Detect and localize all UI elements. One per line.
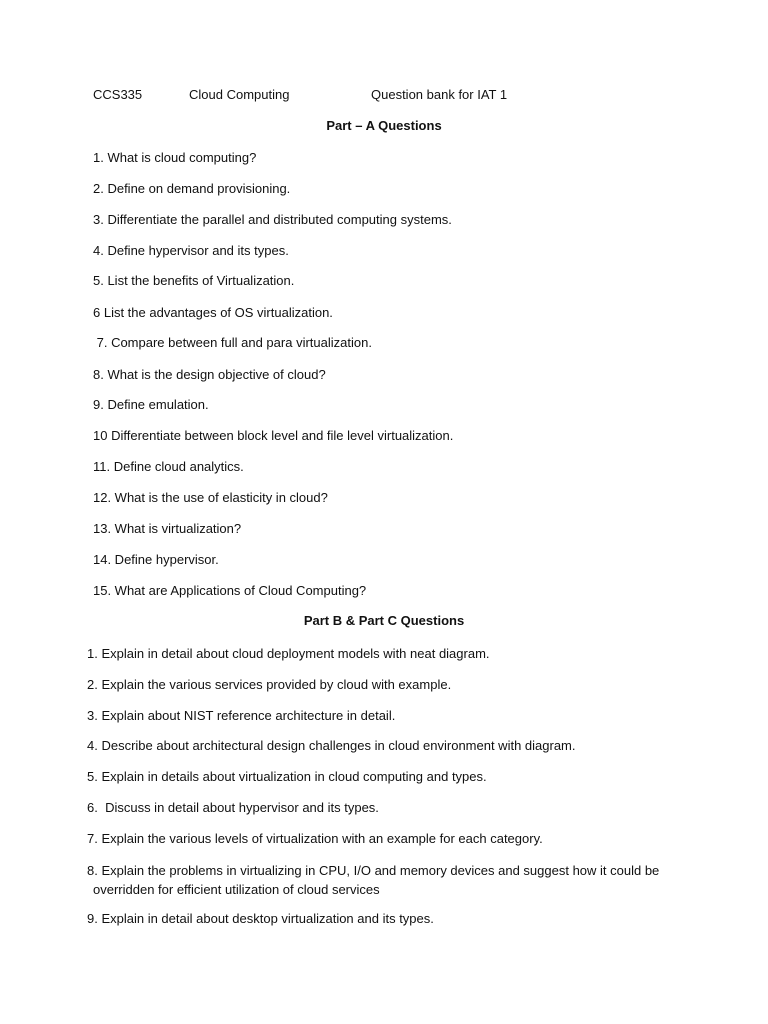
course-code: CCS335 (93, 87, 143, 102)
part-bc-heading: Part B & Part C Questions (303, 613, 465, 628)
part-a-question: 12. What is the use of elasticity in cloud? (93, 490, 328, 505)
part-bc-question: 6. Discuss in detail about hypervisor and its types. (87, 800, 379, 815)
document-title: Question bank for IAT 1 (371, 87, 508, 102)
part-a-question: 7. Compare between full and para virtualization. (93, 335, 372, 350)
part-a-question: 5. List the benefits of Virtualization. (93, 273, 295, 288)
part-a-question: 14. Define hypervisor. (93, 552, 219, 567)
part-a-heading: Part – A Questions (326, 118, 442, 133)
part-a-question: 9. Define emulation. (93, 397, 209, 412)
part-a-question: 1. What is cloud computing? (93, 150, 257, 165)
part-a-question: 6 List the advantages of OS virtualization. (93, 305, 333, 320)
part-a-question: 3. Differentiate the parallel and distributed computing systems. (93, 212, 452, 227)
part-a-question: 4. Define hypervisor and its types. (93, 243, 289, 258)
part-bc-question: 7. Explain the various levels of virtualization with an example for each category. (87, 831, 543, 846)
document-header (0, 87, 768, 105)
subject-name: Cloud Computing (189, 87, 290, 102)
part-a-question: 15. What are Applications of Cloud Computing? (93, 583, 367, 598)
part-bc-question: 1. Explain in detail about cloud deployment models with neat diagram. (87, 646, 490, 661)
part-bc-question: 2. Explain the various services provided by cloud with example. (87, 677, 452, 692)
part-a-question: 2. Define on demand provisioning. (93, 181, 291, 196)
part-a-question: 11. Define cloud analytics. (93, 459, 244, 474)
part-bc-question: 5. Explain in details about virtualization in cloud computing and types. (87, 769, 487, 784)
part-bc-question-text: 8. Explain the problems in virtualizing in CPU, I/O and memory devices and suggest how it could be overridden for efficient utilization of cloud services (87, 863, 660, 897)
part-bc-question: 3. Explain about NIST reference architecture in detail. (87, 708, 396, 723)
part-a-question: 10 Differentiate between block level and file level virtualization. (93, 428, 454, 443)
part-a-question: 13. What is virtualization? (93, 521, 242, 536)
part-bc-question (87, 861, 677, 899)
part-bc-question: 4. Describe about architectural design challenges in cloud environment with diagram. (87, 738, 576, 753)
part-bc-question: 9. Explain in detail about desktop virtualization and its types. (87, 911, 434, 926)
part-a-question: 8. What is the design objective of cloud? (93, 367, 326, 382)
